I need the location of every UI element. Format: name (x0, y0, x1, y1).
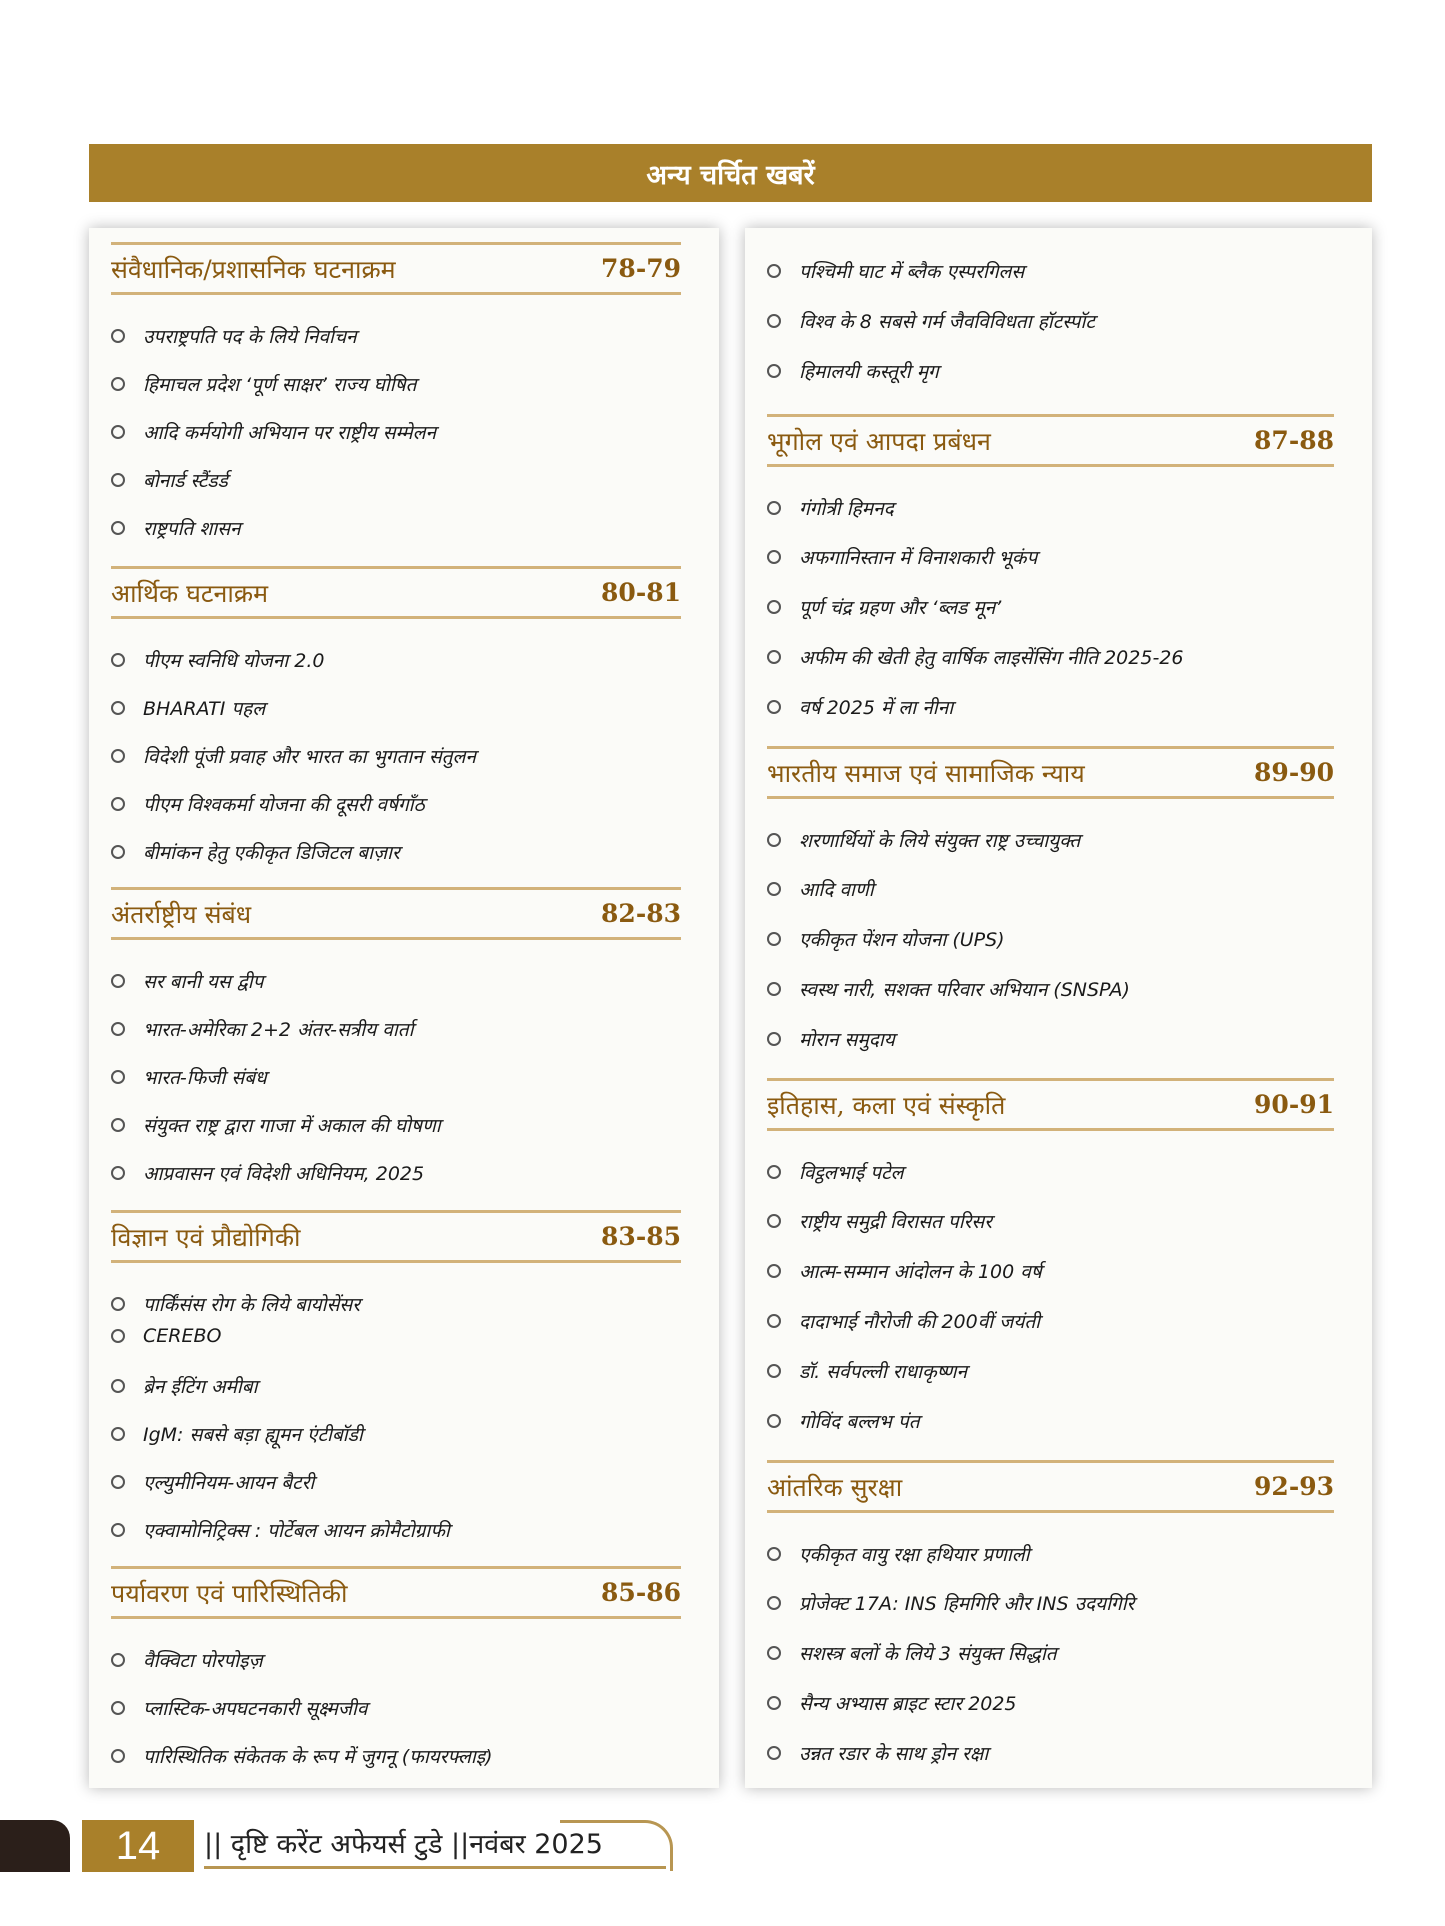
list-item (111, 743, 476, 769)
bullet-icon (767, 982, 781, 996)
item-text: एल्युमीनियम-आयन बैटरी (143, 1472, 315, 1494)
item-text: विश्व के 8 सबसे गर्म जैवविविधता हॉटस्पॉट (799, 311, 1095, 333)
footer-rule (204, 1866, 666, 1869)
section-page-range: 87-88 (1254, 426, 1334, 455)
list-item (111, 1160, 424, 1186)
list-item (767, 358, 939, 384)
bullet-icon (767, 1696, 781, 1710)
news-section (111, 1210, 681, 1542)
bullet-icon (767, 833, 781, 847)
list-item (767, 308, 1095, 334)
item-text: वर्ष 2025 में ला नीना (799, 697, 954, 719)
section-header (111, 1210, 681, 1263)
list-item (111, 419, 436, 445)
list-item (767, 976, 1130, 1002)
section-header (767, 1078, 1334, 1131)
bullet-icon (111, 845, 125, 859)
footer-title: || दृष्टि करेंट अफेयर्स टुडे ||नवंबर 2025 (204, 1829, 603, 1860)
section-title: संवैधानिक/प्रशासनिक घटनाक्रम (111, 254, 396, 284)
bullet-icon (767, 1032, 781, 1046)
bullet-icon (767, 1214, 781, 1228)
list-item (767, 1308, 1040, 1334)
list-item (767, 258, 1024, 284)
list-item (111, 515, 241, 541)
bullet-icon (111, 1022, 125, 1036)
bullet-icon (111, 1749, 125, 1763)
list-item (767, 827, 1080, 853)
news-section (767, 746, 1334, 1051)
list-item (111, 1743, 493, 1769)
bullet-icon (111, 1297, 125, 1311)
item-text: हिमाचल प्रदेश ‘पूर्ण साक्षर’ राज्य घोषित (143, 374, 417, 396)
bullet-icon (767, 1264, 781, 1278)
bullet-icon (767, 550, 781, 564)
list-item (767, 926, 1005, 952)
page-banner: अन्य चर्चित खबरें (89, 144, 1372, 202)
list-item (111, 968, 263, 994)
item-text: भारत-फिजी संबंध (143, 1067, 267, 1089)
item-text: विदेशी पूंजी प्रवाह और भारत का भुगतान संतुलन (143, 746, 476, 768)
list-item (767, 1358, 967, 1384)
list-item (111, 647, 324, 673)
bullet-icon (111, 521, 125, 535)
bullet-icon (767, 1547, 781, 1561)
item-text: उपराष्ट्रपति पद के लिये निर्वाचन (143, 326, 357, 348)
section-title: भारतीय समाज एवं सामाजिक न्याय (767, 758, 1085, 788)
item-text: भारत-अमेरिका 2+2 अंतर-सत्रीय वार्ता (143, 1019, 414, 1041)
list-item (111, 839, 400, 865)
bullet-icon (767, 501, 781, 515)
section-header (767, 746, 1334, 799)
news-section (111, 1566, 681, 1768)
item-text: पीएम विश्वकर्मा योजना की दूसरी वर्षगाँठ (143, 794, 425, 816)
bullet-icon (111, 1070, 125, 1084)
bullet-icon (111, 1701, 125, 1715)
item-text: ब्रेन ईटिंग अमीबा (143, 1376, 258, 1398)
bullet-icon (111, 653, 125, 667)
item-text: प्रोजेक्ट 17A: INS हिमगिरि और INS उदयगिरि (799, 1593, 1135, 1615)
bullet-icon (767, 264, 781, 278)
item-text: अफीम की खेती हेतु वार्षिक लाइसेंसिंग नीति 2025-26 (799, 647, 1184, 669)
section-header (111, 242, 681, 295)
section-page-range: 83-85 (601, 1222, 681, 1251)
right-panel (745, 228, 1372, 1788)
list-item (767, 876, 874, 902)
list-item (111, 1325, 221, 1347)
item-text: स्वस्थ नारी, सशक्त परिवार अभियान (SNSPA) (799, 979, 1130, 1001)
list-item (111, 1469, 314, 1495)
footer-decoration (560, 1820, 673, 1871)
list-item (767, 1690, 1017, 1716)
item-text: पूर्ण चंद्र ग्रहण और ‘ब्लड मून’ (799, 597, 1002, 619)
item-text: मोरान समुदाय (799, 1029, 895, 1051)
list-item (767, 1640, 1057, 1666)
list-item (767, 544, 1037, 570)
bullet-icon (111, 1379, 125, 1393)
news-section (767, 1078, 1334, 1433)
item-text: गंगोत्री हिमनद (799, 498, 894, 520)
list-item (767, 1159, 904, 1185)
item-text: पीएम स्वनिधि योजना 2.0 (143, 650, 325, 672)
list-item (111, 1291, 360, 1317)
item-text: BHARATI पहल (143, 698, 266, 720)
section-header (767, 1460, 1334, 1513)
item-text: पश्चिमी घाट में ब्लैक एस्परगिलस (799, 261, 1025, 283)
item-text: अफगानिस्तान में विनाशकारी भूकंप (799, 547, 1038, 569)
item-text: राष्ट्रपति शासन (143, 518, 241, 540)
list-item (767, 694, 953, 720)
item-text: आदि कर्मयोगी अभियान पर राष्ट्रीय सम्मेलन (143, 422, 437, 444)
bullet-icon (111, 1523, 125, 1537)
item-text: आप्रवासन एवं विदेशी अधिनियम, 2025 (143, 1163, 425, 1185)
list-item (767, 1740, 988, 1766)
bullet-icon (767, 650, 781, 664)
news-section (111, 566, 681, 864)
list-item (111, 1373, 258, 1399)
item-text: वैक्विटा पोरपोइज़ (143, 1650, 263, 1672)
bullet-icon (767, 1414, 781, 1428)
section-header (111, 1566, 681, 1619)
bullet-icon (767, 1596, 781, 1610)
item-text: संयुक्त राष्ट्र द्वारा गाजा में अकाल की घोषणा (143, 1115, 441, 1137)
item-text: सर बानी यस द्वीप (143, 971, 264, 993)
bullet-icon (111, 1475, 125, 1489)
section-page-range: 80-81 (601, 578, 681, 607)
item-text: विट्ठलभाई पटेल (799, 1162, 904, 1184)
bullet-icon (767, 700, 781, 714)
section-title: इतिहास, कला एवं संस्कृति (767, 1090, 1006, 1120)
list-item (111, 323, 357, 349)
list-item (111, 1112, 441, 1138)
news-section (767, 1460, 1334, 1765)
list-item (111, 791, 425, 817)
item-text: सशस्त्र बलों के लिये 3 संयुक्त सिद्धांत (799, 1643, 1057, 1665)
list-item (111, 467, 228, 493)
section-page-range: 78-79 (601, 254, 681, 283)
list-item (111, 1517, 450, 1543)
item-text: IgM: सबसे बड़ा ह्यूमन एंटीबॉडी (143, 1424, 363, 1446)
bullet-icon (111, 473, 125, 487)
list-item (111, 695, 265, 721)
bullet-icon (767, 1746, 781, 1760)
bullet-icon (111, 329, 125, 343)
bullet-icon (111, 1329, 125, 1343)
bullet-icon (767, 1314, 781, 1328)
page-number: 14 (82, 1820, 194, 1872)
section-title: आर्थिक घटनाक्रम (111, 578, 269, 608)
bullet-icon (111, 1653, 125, 1667)
section-page-range: 92-93 (1254, 1472, 1334, 1501)
bullet-icon (111, 1118, 125, 1132)
list-item (111, 1016, 414, 1042)
list-item (111, 1064, 267, 1090)
item-text: आदि वाणी (799, 879, 874, 901)
section-title: विज्ञान एवं प्रौद्योगिकी (111, 1222, 301, 1252)
news-section (111, 887, 681, 1185)
item-text: प्लास्टिक-अपघटनकारी सूक्ष्मजीव (143, 1698, 368, 1720)
bullet-icon (767, 932, 781, 946)
section-header (767, 414, 1334, 467)
item-text: बोनार्ड स्टैंडर्ड (143, 470, 228, 492)
item-text: बीमांकन हेतु एकीकृत डिजिटल बाज़ार (143, 842, 400, 864)
list-item (767, 1026, 895, 1052)
left-panel (89, 228, 719, 1788)
section-page-range: 82-83 (601, 899, 681, 928)
section-title: आंतरिक सुरक्षा (767, 1472, 903, 1502)
item-text: पार्किंसंस रोग के लिये बायोसेंसर (143, 1294, 361, 1316)
list-item (111, 1647, 263, 1673)
bullet-icon (111, 425, 125, 439)
list-item (767, 1590, 1134, 1616)
item-text: CEREBO (143, 1325, 222, 1347)
list-item (111, 1421, 363, 1447)
item-text: दादाभाई नौरोजी की 200वीं जयंती (799, 1311, 1041, 1333)
list-item (111, 371, 417, 397)
item-text: एकीकृत वायु रक्षा हथियार प्रणाली (799, 1544, 1030, 1566)
bullet-icon (767, 600, 781, 614)
bullet-icon (111, 1166, 125, 1180)
list-item (111, 1695, 367, 1721)
news-section (111, 242, 681, 540)
item-text: एकीकृत पेंशन योजना (UPS) (799, 929, 1005, 951)
bullet-icon (767, 882, 781, 896)
bullet-icon (767, 1165, 781, 1179)
list-item (767, 1541, 1030, 1567)
item-text: शरणार्थियों के लिये संयुक्त राष्ट्र उच्चायुक्त (799, 830, 1081, 852)
list-item (767, 495, 894, 521)
item-text: उन्नत रडार के साथ ड्रोन रक्षा (799, 1743, 989, 1765)
bullet-icon (111, 1427, 125, 1441)
list-item (767, 594, 1001, 620)
list-item (767, 1208, 992, 1234)
footer-dark-tab (0, 1820, 70, 1872)
list-item (767, 1258, 1042, 1284)
item-text: आत्म-सम्मान आंदोलन के 100 वर्ष (799, 1261, 1042, 1283)
section-page-range: 89-90 (1254, 758, 1334, 787)
list-item (767, 644, 1183, 670)
item-text: एक्वामोनिट्रिक्स : पोर्टेबल आयन क्रोमैटोग्राफी (143, 1520, 450, 1542)
bullet-icon (767, 1646, 781, 1660)
section-title: भूगोल एवं आपदा प्रबंधन (767, 426, 991, 456)
bullet-icon (111, 797, 125, 811)
section-title: पर्यावरण एवं पारिस्थितिकी (111, 1578, 348, 1608)
section-page-range: 90-91 (1254, 1090, 1334, 1119)
item-text: राष्ट्रीय समुद्री विरासत परिसर (799, 1211, 993, 1233)
bullet-icon (767, 364, 781, 378)
list-item (767, 1408, 920, 1434)
item-text: पारिस्थितिक संकेतक के रूप में जुगनू (फायरफ्लाइ) (143, 1746, 493, 1768)
item-text: डॉ. सर्वपल्ली राधाकृष्णन (799, 1361, 968, 1383)
bullet-icon (767, 1364, 781, 1378)
section-header (111, 566, 681, 619)
bullet-icon (767, 314, 781, 328)
bullet-icon (111, 974, 125, 988)
item-text: सैन्य अभ्यास ब्राइट स्टार 2025 (799, 1693, 1017, 1715)
section-page-range: 85-86 (601, 1578, 681, 1607)
page-footer (0, 1820, 1445, 1880)
bullet-icon (111, 701, 125, 715)
bullet-icon (111, 377, 125, 391)
bullet-icon (111, 749, 125, 763)
section-title: अंतर्राष्ट्रीय संबंध (111, 899, 252, 929)
section-header (111, 887, 681, 940)
item-text: हिमालयी कस्तूरी मृग (799, 361, 939, 383)
news-section (767, 414, 1334, 719)
item-text: गोविंद बल्लभ पंत (799, 1411, 920, 1433)
